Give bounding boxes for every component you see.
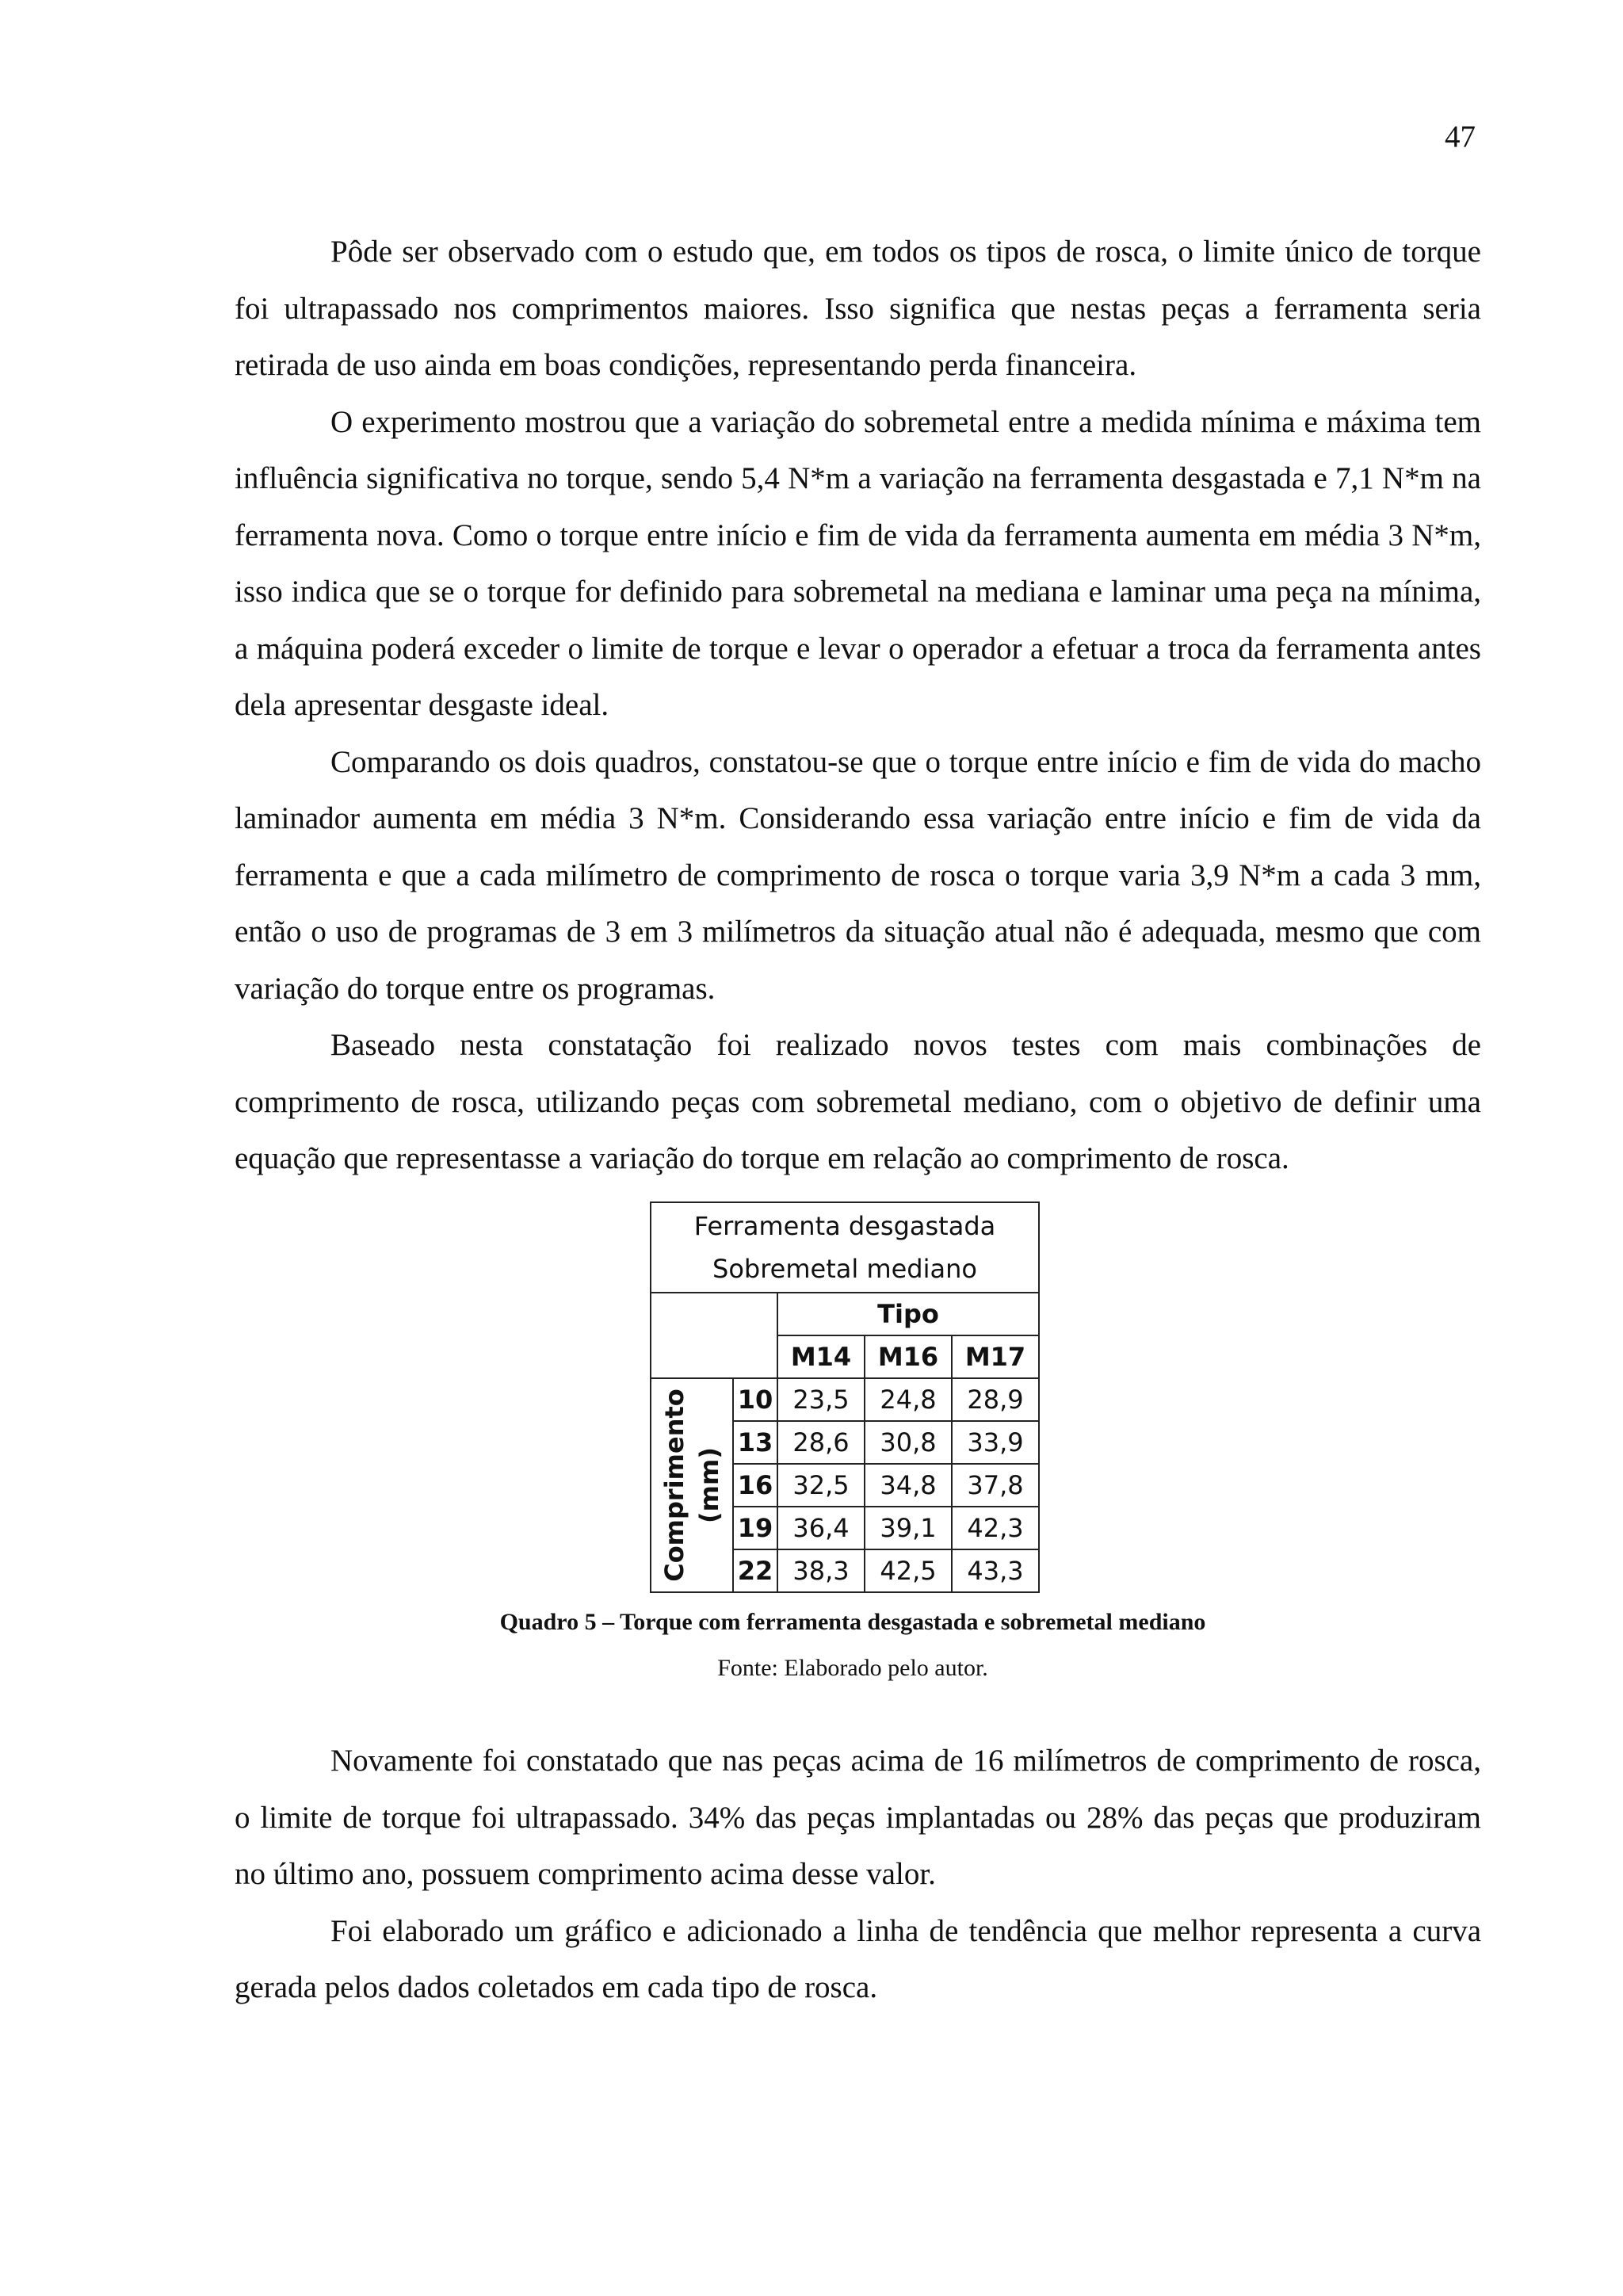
column-header-m17: M17 [952, 1335, 1039, 1378]
table-cell: 23,5 [777, 1378, 865, 1421]
table-cell: 28,6 [777, 1421, 865, 1464]
row-axis-label [651, 1378, 733, 1592]
body-text-top [235, 223, 1481, 1187]
paragraph: Pôde ser observado com o estudo que, em todos os tipos de rosca, o limite único de torque foi ultrapassado nos comprimentos maiores. Isso significa que nestas peças a ferramenta seria retirada de uso ainda em boas condições, representando perda financeira. [235, 235, 1481, 382]
table-caption: Quadro 5 – Torque com ferramenta desgastada e sobremetal mediano [499, 1609, 1206, 1635]
row-length: 16 [733, 1464, 777, 1507]
paragraph: Novamente foi constatado que nas peças acima de 16 milímetros de comprimento de rosca, o limite de torque foi ultrapassado. 34% das peças implantadas ou 28% das peças que produziram no último ano, possuem comprimento acima desse valor. [235, 1744, 1481, 1891]
table-cell: 28,9 [952, 1378, 1039, 1421]
column-header-m16: M16 [865, 1335, 952, 1378]
torque-table [650, 1201, 1040, 1593]
table-cell: 39,1 [865, 1507, 952, 1549]
table-cell: 36,4 [777, 1507, 865, 1549]
table-cell: 32,5 [777, 1464, 865, 1507]
table-cell: 42,3 [952, 1507, 1039, 1549]
row-length: 10 [733, 1378, 777, 1421]
body-text-bottom [235, 1733, 1481, 2016]
table-title [651, 1202, 1039, 1293]
paragraph: Foi elaborado um gráfico e adicionado a linha de tendência que melhor representa a curva gerada pelos dados coletados em cada tipo de rosca. [235, 1913, 1481, 2004]
table-cell: 38,3 [777, 1549, 865, 1592]
table-cell: 42,5 [865, 1549, 952, 1592]
table-title-row [651, 1202, 1039, 1293]
table-cell: 37,8 [952, 1464, 1039, 1507]
paragraph: Comparando os dois quadros, constatou-se que o torque entre início e fim de vida do macho laminador aumenta em média 3 N*m. Considerando essa variação entre início e fim de vida da ferramenta e que a cada milímetro de comprimento de rosca o torque varia 3,9 N*m a cada 3 mm, então o uso de programas de 3 em 3 milímetros da situação atual não é adequada, mesmo que com variação do torque entre os programas. [235, 744, 1481, 1006]
row-length: 13 [733, 1421, 777, 1464]
column-header-m14: M14 [777, 1335, 865, 1378]
table-row [651, 1378, 1039, 1421]
table-type-row [651, 1293, 1039, 1335]
row-length: 22 [733, 1549, 777, 1592]
table-title-line-1: Ferramenta desgastada [693, 1211, 996, 1241]
table-cell: 24,8 [865, 1378, 952, 1421]
table-title-line-2: Sobremetal mediano [712, 1254, 977, 1284]
row-axis-title: Comprimento [659, 1389, 689, 1582]
row-length: 19 [733, 1507, 777, 1549]
paragraph: Baseado nesta constatação foi realizado novos testes com mais combinações de comprimento de rosca, utilizando peças com sobremetal mediano, com o objetivo de definir uma equação que representasse a variação do torque em relação ao comprimento de rosca. [235, 1028, 1481, 1175]
paragraph: O experimento mostrou que a variação do sobremetal entre a medida mínima e máxima tem influência significativa no torque, sendo 5,4 N*m a variação na ferramenta desgastada e 7,1 N*m na ferramenta nova. Como o torque entre início e fim de vida da ferramenta aumenta em média 3 N*m, isso indica que se o torque for definido para sobremetal na mediana e laminar uma peça na mínima, a máquina poderá exceder o limite de torque e levar o operador a efetuar a troca da ferramenta antes dela apresentar desgaste ideal. [235, 404, 1481, 722]
table-corner-cell [651, 1293, 777, 1378]
table-cell: 33,9 [952, 1421, 1039, 1464]
table-cell: 30,8 [865, 1421, 952, 1464]
type-header: Tipo [777, 1293, 1039, 1335]
page-number: 47 [1445, 120, 1476, 154]
row-axis-unit: (mm) [694, 1447, 724, 1523]
table-cell: 34,8 [865, 1464, 952, 1507]
table-source: Fonte: Elaborado pelo autor. [717, 1655, 988, 1681]
table-cell: 43,3 [952, 1549, 1039, 1592]
